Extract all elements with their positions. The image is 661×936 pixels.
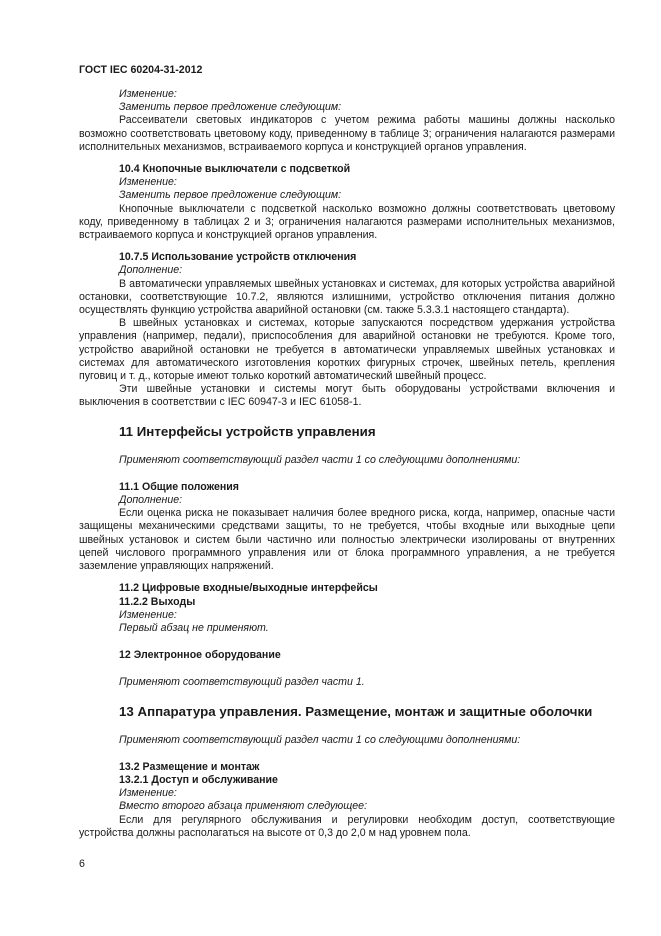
section-title-13-2-1: 13.2.1 Доступ и обслуживание [119, 773, 278, 786]
change-label: Изменение: [119, 88, 177, 100]
document-header: ГОСТ IEC 60204-31-2012 [79, 64, 203, 76]
apply-note: Применяют соответствующий раздел части 1 со следующими дополнениями: [119, 733, 521, 746]
paragraph: В швейных установках и системах, которые запускаются посредством удержания устройства управления (например, педали), приспособления для аварийной остановки не требуются. Кроме того, устройство аварийной остановки не требуется в автоматически управляемых швейных установках и системах для автоматического изготовления коротких фигурных строчек, швейных петель, крепления пуговиц и т. д., которые имеют только короткий автоматический швейный процесс. [79, 317, 615, 383]
change-label: Изменение: [119, 787, 177, 800]
section-title-13-2: 13.2 Размещение и монтаж [119, 760, 260, 773]
paragraph: Эти швейные установки и системы могут быть оборудованы устройствами включения и выключения в соответствии с IEC 60947-3 и IEC 61058-1. [79, 383, 615, 409]
replace-instruction: Заменить первое предложение следующим: [119, 101, 342, 114]
addition-label: Дополнение: [119, 494, 183, 507]
page-body [79, 88, 615, 840]
instead-instruction: Вместо второго абзаца применяют следующее: [119, 800, 368, 813]
change-text: Первый абзац не применяют. [119, 621, 269, 634]
change-label: Изменение: [119, 176, 177, 189]
section-title-13: 13 Аппаратура управления. Размещение, монтаж и защитные оболочки [119, 703, 593, 719]
addition-label: Дополнение: [119, 264, 183, 277]
change-label: Изменение: [119, 608, 177, 621]
section-title-11-1: 11.1 Общие положения [119, 480, 239, 493]
paragraph: Если для регулярного обслуживания и регулировки необходим доступ, соответствующие устройства должны располагаться на высоте от 0,3 до 2,0 м над уровнем пола. [79, 813, 615, 839]
section-title-11: 11 Интерфейсы устройств управления [119, 423, 376, 439]
paragraph: В автоматически управляемых швейных установках и системах, для которых устройства аварийной остановки, соответствующие 10.7.2, являются излишними, устройство отключения питания должно осуществлять функцию устройства аварийной остановки (см. также 5.3.3.1 настоящего стандарта). [79, 277, 615, 317]
section-title-11-2-2: 11.2.2 Выходы [119, 595, 196, 608]
apply-note: Применяют соответствующий раздел части 1. [119, 676, 365, 689]
replace-instruction: Заменить первое предложение следующим: [119, 189, 342, 202]
paragraph: Кнопочные выключатели с подсветкой насколько возможно должны соответствовать цветовому коду, приведенному в таблицах 2 и 3; ограничения налагаются размерами исполнительных механизмов, встраиваемого корпуса и конструкцией органов управления. [79, 202, 615, 242]
apply-note: Применяют соответствующий раздел части 1 со следующими дополнениями: [119, 453, 521, 466]
section-title-12: 12 Электронное оборудование [119, 649, 281, 662]
section-title-10-7-5: 10.7.5 Использование устройств отключения [119, 251, 357, 264]
section-title-10-4: 10.4 Кнопочные выключатели с подсветкой [119, 163, 351, 176]
paragraph: Если оценка риска не показывает наличия более вредного риска, когда, например, опасные части защищены механическими средствами защиты, то не требуется, чтобы входные или выходные цепи швейных установок и систем были частично или полностью электрически изолированы от внутренних цепей числового программного управления или от блока программного управления, а не требуется заземление управляющих напряжений. [79, 507, 615, 573]
section-title-11-2: 11.2 Цифровые входные/выходные интерфейсы [119, 582, 378, 595]
page-number: 6 [79, 858, 85, 870]
paragraph: Рассеиватели световых индикаторов с учетом режима работы машины должны насколько возможно соответствовать цветовому коду, приведенному в таблице 3; ограничения налагаются размерами исполнительных механизмов, встраиваемого корпуса и конструкцией органов управления. [79, 114, 615, 153]
